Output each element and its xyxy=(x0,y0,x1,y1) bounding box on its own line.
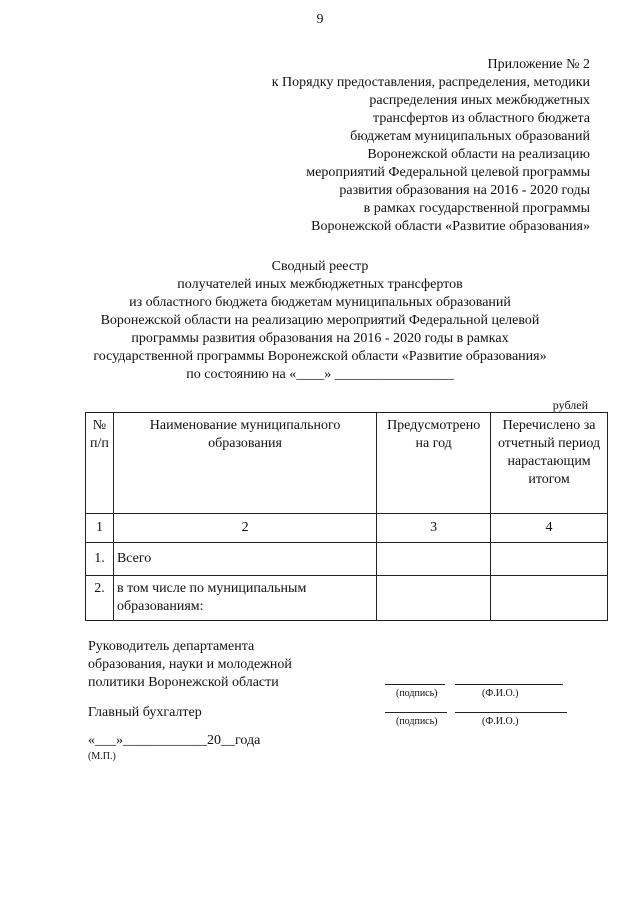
appendix-line: трансфертов из областного бюджета xyxy=(373,111,590,126)
name-caption: (Ф.И.О.) xyxy=(482,716,519,727)
accountant-name-line xyxy=(455,712,567,713)
title-line: программы развития образования на 2016 - 2020 годы в рамках xyxy=(131,331,509,346)
column-number: 4 xyxy=(491,514,608,543)
title-line: государственной программы Воронежской области «Развитие образования» xyxy=(93,349,547,364)
stamp-placeholder: (М.П.) xyxy=(88,751,116,762)
title-line: из областного бюджета бюджетам муниципальных образований xyxy=(129,295,511,310)
title-line: Сводный реестр xyxy=(271,259,369,274)
row-planned-cell xyxy=(377,576,491,621)
column-header-name: Наименование муниципального образования xyxy=(113,413,376,514)
accountant-title: Главный бухгалтер xyxy=(88,705,202,720)
signature-caption: (подпись) xyxy=(396,716,438,727)
title-line: получателей иных межбюджетных трансфертов xyxy=(177,277,463,292)
appendix-line: Приложение № 2 xyxy=(487,57,590,72)
column-header-planned: Предусмотрено на год xyxy=(377,413,491,514)
name-caption: (Ф.И.О.) xyxy=(482,688,519,699)
row-name: Всего xyxy=(113,543,376,576)
as-of-date: по состоянию на «____» _________________ xyxy=(186,367,454,382)
appendix-line: Воронежской области на реализацию xyxy=(367,147,590,162)
units-label: рублей xyxy=(552,398,588,412)
row-transferred-cell xyxy=(491,543,608,576)
appendix-line: Воронежской области «Развитие образования» xyxy=(311,219,590,234)
accountant-signature-line xyxy=(385,712,447,713)
table-row xyxy=(86,543,608,576)
head-name-line xyxy=(455,684,563,685)
row-number: 2. xyxy=(86,576,114,621)
row-number: 1. xyxy=(86,543,114,576)
row-transferred-cell xyxy=(491,576,608,621)
column-number-row xyxy=(86,514,608,543)
column-header-number: № п/п xyxy=(86,413,114,514)
table-row xyxy=(86,576,608,621)
signature-caption: (подпись) xyxy=(396,688,438,699)
appendix-line: распределения иных межбюджетных xyxy=(369,93,590,108)
table-header-row xyxy=(86,413,608,514)
head-title-line: образования, науки и молодежной xyxy=(88,657,292,672)
row-name: в том числе по муниципальным образованиям: xyxy=(113,576,376,621)
column-header-transferred: Перечислено за отчетный период нарастающим итогом xyxy=(491,413,608,514)
head-title-line: политики Воронежской области xyxy=(88,675,279,690)
head-signature-line xyxy=(385,684,445,685)
appendix-line: к Порядку предоставления, распределения, методики xyxy=(271,75,590,90)
appendix-line: развития образования на 2016 - 2020 годы xyxy=(339,183,590,198)
date-line: «___»____________20__года xyxy=(88,733,261,748)
document-title xyxy=(60,258,580,384)
appendix-header xyxy=(230,56,590,236)
appendix-line: в рамках государственной программы xyxy=(363,201,590,216)
appendix-line: мероприятий Федеральной целевой программы xyxy=(306,165,590,180)
registry-table xyxy=(85,412,608,621)
page-number: 9 xyxy=(316,12,324,27)
column-number: 1 xyxy=(86,514,114,543)
title-line: Воронежской области на реализацию мероприятий Федеральной целевой xyxy=(100,313,540,328)
appendix-line: бюджетам муниципальных образований xyxy=(350,129,590,144)
column-number: 2 xyxy=(113,514,376,543)
head-signatory xyxy=(88,638,292,692)
head-title-line: Руководитель департамента xyxy=(88,639,255,654)
row-planned-cell xyxy=(377,543,491,576)
column-number: 3 xyxy=(377,514,491,543)
